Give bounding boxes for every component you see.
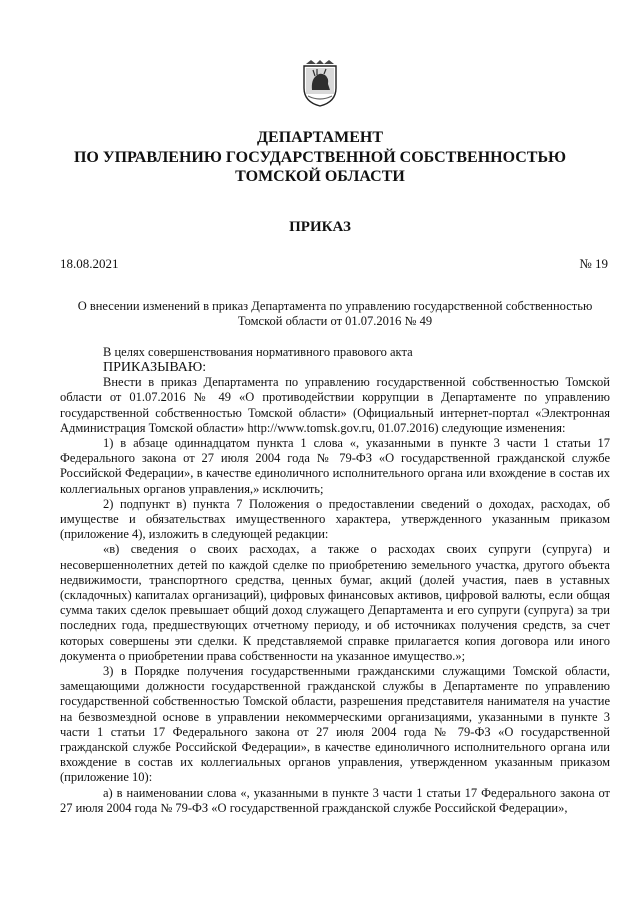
department-title-line2: ПО УПРАВЛЕНИЮ ГОСУДАРСТВЕННОЙ СОБСТВЕННОСТЬЮ (73, 149, 567, 166)
department-title-line1: ДЕПАРТАМЕНТ (257, 129, 383, 146)
order-number: № 19 (579, 256, 608, 271)
paragraph-1: Внести в приказ Департамента по управлению государственной собственностью Томской области от 01.07.2016 № 49 «О противодействии коррупции в Департаменте по управлению государственной собственностью Томской области» (Официальный интернет-портал «Электронная Администрация Томской области» http://www.tomsk.gov.ru, 01.07.2016) следующие изменения: (60, 375, 610, 435)
paragraph-6: а) в наименовании слова «, указанными в пункте 3 части 1 статьи 17 Федерального закона от 27 июля 2004 года № 79-ФЗ «О государственной гражданской службе Российской Федерации», (60, 785, 610, 815)
order-body (60, 345, 610, 816)
paragraph-2: 1) в абзаце одиннадцатом пункта 1 слова «, указанными в пункте 3 части 1 статьи 17 Федерального закона от 27 июля 2004 года № 79-ФЗ «О государственной гражданской службе Российской Федерации», в качестве единоличного исполнительного органа или вхождение в состав их коллегиальных органов управления,» исключить; (60, 436, 610, 496)
order-date: 18.08.2021 (60, 256, 119, 271)
preamble: В целях совершенствования нормативного правового акта (103, 345, 413, 359)
coat-of-arms-emblem (302, 60, 338, 108)
paragraph-3: 2) подпункт в) пункта 7 Положения о предоставлении сведений о доходах, расходах, об имуществе и обязательствах имущественного характера, утвержденного указанным приказом (приложение 4), изложить в следующей редакции: (60, 496, 610, 542)
order-word: ПРИКАЗЫВАЮ: (103, 360, 207, 376)
paragraph-4: «в) сведения о своих расходах, а также о расходах своих супруги (супруга) и несовершеннолетних детей по каждой сделке по приобретению земельного участка, другого объекта недвижимости, транспортного средства, ценных бумаг, акций (долей участия, паев в уставных (складочных) капиталах организаций), цифровых финансовых активов, цифровой валюты, если общая сумма таких сделок превышает общий доход служащего Департамента и его супруги (супруга) за три последних года, предшествующих отчетному периоду, и об источниках получения средств, за счет которых совершены эти сделки. К представляемой справке прилагается копия договора или иного документа о приобретении права собственности на указанное имущество.»; (60, 542, 610, 663)
order-title: ПРИКАЗ (289, 219, 351, 235)
subject-line2: Томской области от 01.07.2016 № 49 (237, 314, 433, 328)
paragraph-5: 3) в Порядке получения государственными гражданскими служащими Томской области, замещающими должности государственной гражданской службы в Департаменте по управлению государственной собственностью Томской области, разрешения представителя нанимателя на участие на безвозмездной основе в управлении некоммерческими организациями, указанными в пункте 3 части 1 статьи 17 Федерального закона от 27 июля 2004 года № 79-ФЗ «О государственной гражданской службе Российской Федерации», в качестве единоличного исполнительного органа или вхождение в состав их коллегиальных органов управления, утвержденном указанным приказом (приложение 10): (60, 664, 610, 785)
subject-line1: О внесении изменений в приказ Департамента по управлению государственной собственностью (77, 299, 593, 313)
order-subject (60, 299, 610, 329)
department-title-line3: ТОМСКОЙ ОБЛАСТИ (235, 168, 405, 185)
